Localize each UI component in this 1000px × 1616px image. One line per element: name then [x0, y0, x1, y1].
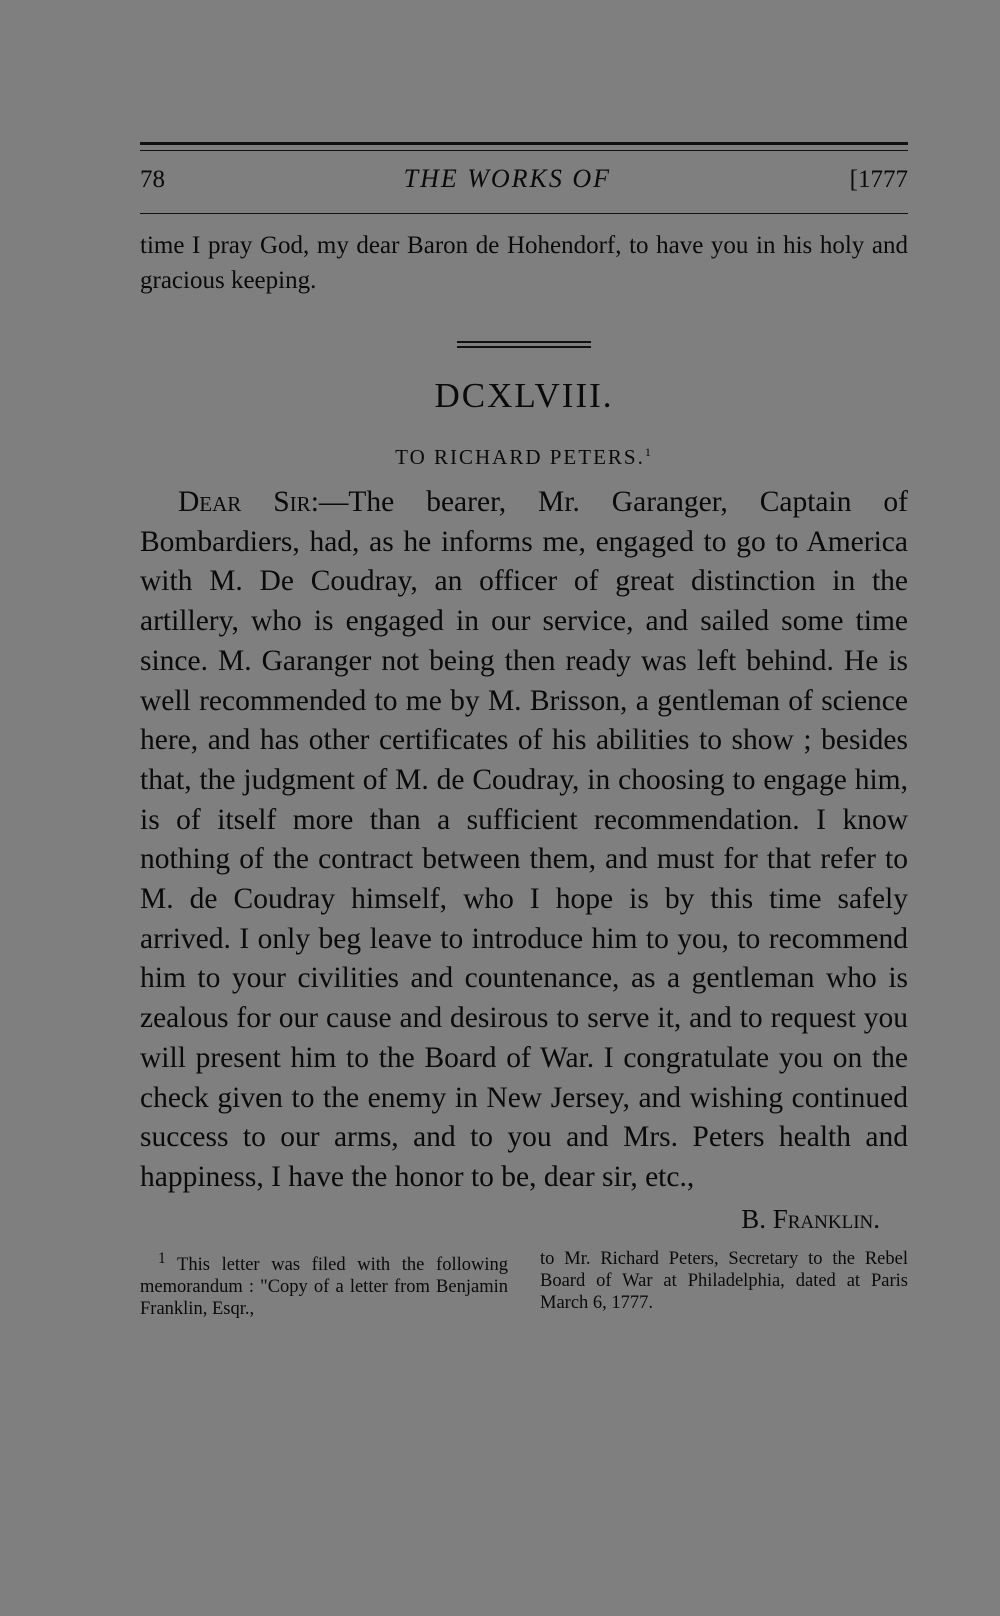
salutation: Dear Sir	[178, 486, 311, 518]
footnote-column-left	[140, 1248, 508, 1320]
header-rule	[140, 213, 908, 214]
book-page	[140, 142, 908, 1320]
letter-body	[140, 483, 908, 1198]
section-separator	[457, 341, 591, 348]
footnote-reference: 1	[644, 445, 653, 459]
running-title: THE WORKS OF	[403, 164, 612, 193]
page-number: 78	[140, 166, 165, 193]
running-head	[140, 151, 908, 207]
letter-body-text: :—The bearer, Mr. Garanger, Captain of Bombardiers, had, as he informs me, engaged to go to America with M. De Coudray, an officer of great distinction in the artillery, who is engaged in our service, and sailed some time since. M. Garanger not being then ready was left behind. He is well recommended to me by M. Brisson, a gentleman of science here, and has other certificates of his abilities to show ; besides that, the judgment of M. de Coudray, in choosing to engage him, is of itself more than a sufficient recommendation. I know nothing of the contract between them, and must for that refer to M. de Coudray himself, who I hope is by this time safely arrived. I only beg leave to introduce him to you, to recommend him to your civilities and countenance, as a gentleman who is zealous for our cause and desirous to serve it, and to request you will present him to the Board of War. I congratulate you on the check given to the enemy in New Jersey, and wishing continued success to our arms, and to you and Mrs. Peters health and happiness, I have the honor to be, dear sir, etc.,	[140, 486, 908, 1193]
footnote-mark: 1	[158, 1249, 166, 1267]
addressee-text: TO RICHARD PETERS.	[395, 445, 645, 469]
footnote-column-right	[540, 1248, 908, 1320]
running-year: [1777	[849, 166, 908, 193]
top-rule-thick	[140, 142, 908, 145]
signature: B. Franklin.	[741, 1203, 880, 1234]
letter-addressee	[140, 438, 908, 471]
footnote	[140, 1248, 908, 1320]
carryover-paragraph: time I pray God, my dear Baron de Hohendorf, to have you in his holy and gracious keeping.	[140, 232, 908, 294]
footnote-text-left: This letter was filed with the following memorandum : "Copy of a letter from Benjamin Franklin, Esqr.,	[140, 1254, 508, 1319]
letter-number: DCXLVIII.	[434, 376, 614, 415]
footnote-text-right: to Mr. Richard Peters, Secretary to the Rebel Board of War at Philadelphia, dated at Paris March 6, 1777.	[540, 1248, 908, 1313]
